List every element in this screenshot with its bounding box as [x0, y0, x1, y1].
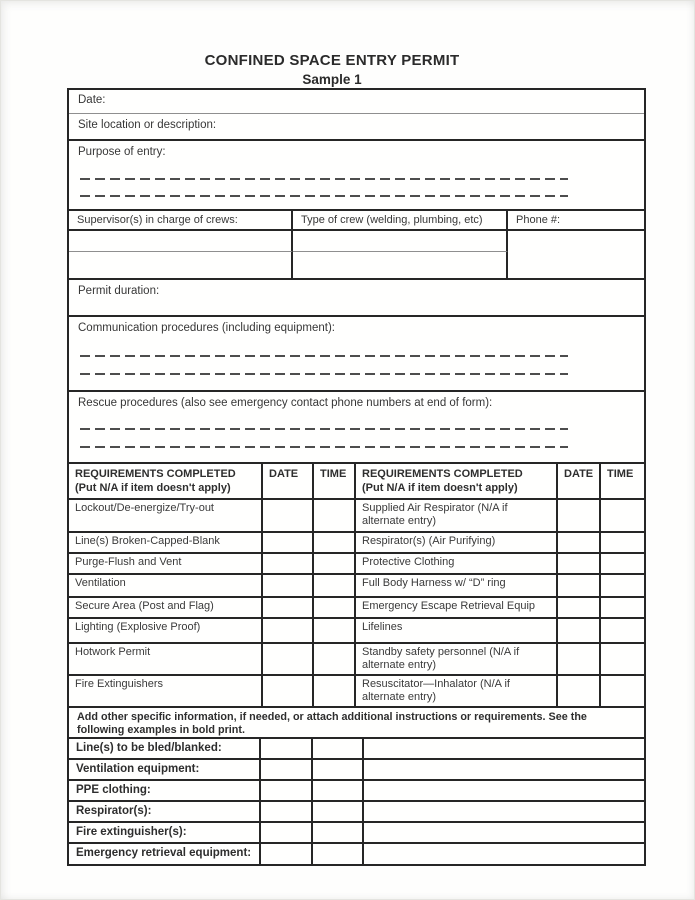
requirements-header-cell	[69, 464, 262, 499]
requirement-row	[69, 597, 644, 618]
time-entry-cell	[600, 499, 644, 532]
extras-row	[69, 822, 644, 843]
extras-row	[69, 801, 644, 822]
extras-entry-cell	[312, 801, 363, 822]
date-entry-cell	[557, 643, 600, 675]
extras-entry-cell	[260, 822, 312, 843]
requirement-row	[69, 574, 644, 597]
time-entry-cell	[600, 675, 644, 707]
page-title: CONFINED SPACE ENTRY PERMIT	[204, 52, 460, 69]
extras-entry-cell	[260, 759, 312, 780]
requirement-label: Full Body Harness w/ “D” ring	[355, 574, 557, 597]
date-entry-cell	[262, 553, 313, 574]
requirement-label: Standby safety personnel (N/A if alternate entry)	[355, 643, 557, 675]
time-entry-cell	[313, 597, 355, 618]
extras-entry-cell	[312, 822, 363, 843]
time-entry-cell	[600, 553, 644, 574]
date-entry-cell	[557, 618, 600, 643]
requirement-label: Purge-Flush and Vent	[69, 553, 262, 574]
date-entry-cell	[557, 553, 600, 574]
extras-entry-cell	[363, 738, 644, 759]
requirement-row	[69, 499, 644, 532]
requirement-label: Secure Area (Post and Flag)	[69, 597, 262, 618]
extras-row	[69, 780, 644, 801]
requirements-header-row	[69, 464, 644, 499]
date-header-cell: DATE	[262, 464, 313, 499]
requirement-label: Protective Clothing	[355, 553, 557, 574]
time-entry-cell	[600, 574, 644, 597]
site-location-row	[69, 114, 644, 141]
requirement-label: Fire Extinguishers	[69, 675, 262, 707]
date-entry-cell	[557, 532, 600, 553]
fill-in-line	[80, 195, 568, 197]
page-subtitle: Sample 1	[302, 72, 362, 87]
rescue-label: Rescue procedures (also see emergency contact phone numbers at end of form):	[78, 397, 493, 409]
fill-in-line	[80, 178, 568, 180]
extras-entry-cell	[312, 759, 363, 780]
extras-entry-cell	[363, 780, 644, 801]
extras-label: Ventilation equipment:	[69, 759, 260, 780]
date-entry-cell	[262, 499, 313, 532]
requirement-label: Lockout/De-energize/Try-out	[69, 499, 262, 532]
title-block	[0, 52, 664, 87]
extras-entry-cell	[260, 843, 312, 864]
date-entry-cell	[557, 499, 600, 532]
communication-label: Communication procedures (including equipment):	[78, 322, 335, 334]
requirement-row	[69, 553, 644, 574]
time-entry-cell	[313, 675, 355, 707]
time-header-cell: TIME	[600, 464, 644, 499]
permit-duration-row	[69, 280, 644, 317]
time-entry-cell	[600, 597, 644, 618]
extras-label: PPE clothing:	[69, 780, 260, 801]
requirement-label: Respirator(s) (Air Purifying)	[355, 532, 557, 553]
extras-label: Emergency retrieval equipment:	[69, 843, 260, 864]
extras-entry-cell	[312, 780, 363, 801]
requirement-label: Emergency Escape Retrieval Equip	[355, 597, 557, 618]
permit-duration-label: Permit duration:	[78, 285, 160, 297]
supervisor-entry-cell	[69, 252, 293, 278]
supervisor-entry-cell	[69, 231, 293, 252]
crew-type-entry-cell	[293, 231, 508, 252]
extras-entry-cell	[363, 843, 644, 864]
extras-entry-cell	[260, 801, 312, 822]
requirements-header-cell	[355, 464, 557, 499]
extras-entry-cell	[312, 843, 363, 864]
date-label: Date:	[78, 94, 106, 106]
requirement-label: Ventilation	[69, 574, 262, 597]
extras-label: Line(s) to be bled/blanked:	[69, 738, 260, 759]
requirement-label: Supplied Air Respirator (N/A if alternate entry)	[355, 499, 557, 532]
time-header-cell: TIME	[313, 464, 355, 499]
requirement-label: Line(s) Broken-Capped-Blank	[69, 532, 262, 553]
phone-entry-cell	[508, 231, 644, 278]
supervisor-header-cell: Supervisor(s) in charge of crews:	[69, 211, 293, 231]
requirement-label: Lifelines	[355, 618, 557, 643]
extras-entry-cell	[260, 780, 312, 801]
requirements-header-title: REQUIREMENTS COMPLETED	[75, 468, 236, 480]
extras-entry-cell	[260, 738, 312, 759]
extras-label: Respirator(s):	[69, 801, 260, 822]
requirements-header-note: (Put N/A if item doesn't apply)	[75, 482, 231, 494]
date-entry-cell	[557, 675, 600, 707]
requirement-row	[69, 618, 644, 643]
date-entry-cell	[262, 532, 313, 553]
purpose-of-entry-row	[69, 141, 644, 211]
time-entry-cell	[600, 532, 644, 553]
extras-row	[69, 759, 644, 780]
time-entry-cell	[600, 618, 644, 643]
date-entry-cell	[262, 574, 313, 597]
date-entry-cell	[262, 597, 313, 618]
date-header-cell: DATE	[557, 464, 600, 499]
time-entry-cell	[313, 553, 355, 574]
requirement-row	[69, 675, 644, 707]
requirement-label: Resuscitator—Inhalator (N/A if alternate entry)	[355, 675, 557, 707]
extras-row	[69, 738, 644, 759]
time-entry-cell	[313, 574, 355, 597]
phone-header-cell: Phone #:	[508, 211, 644, 231]
requirement-row	[69, 532, 644, 553]
fill-in-line	[80, 373, 568, 375]
date-entry-cell	[557, 597, 600, 618]
time-entry-cell	[313, 499, 355, 532]
requirement-label: Hotwork Permit	[69, 643, 262, 675]
extras-row	[69, 843, 644, 864]
crew-type-entry-cell	[293, 252, 508, 278]
communication-procedures-row	[69, 317, 644, 392]
fill-in-line	[80, 428, 568, 430]
requirements-header-note: (Put N/A if item doesn't apply)	[362, 482, 518, 494]
requirement-row	[69, 643, 644, 675]
date-entry-cell	[262, 618, 313, 643]
extras-entry-cell	[312, 738, 363, 759]
extras-entry-cell	[363, 822, 644, 843]
date-entry-cell	[557, 574, 600, 597]
extras-entry-cell	[363, 801, 644, 822]
requirements-header-title: REQUIREMENTS COMPLETED	[362, 468, 523, 480]
extras-entry-cell	[363, 759, 644, 780]
time-entry-cell	[313, 643, 355, 675]
requirement-label: Lighting (Explosive Proof)	[69, 618, 262, 643]
crew-table	[69, 211, 644, 280]
time-entry-cell	[313, 532, 355, 553]
fill-in-line	[80, 355, 568, 357]
crew-type-header-cell: Type of crew (welding, plumbing, etc)	[293, 211, 508, 231]
extras-table	[69, 737, 644, 864]
additional-info-note: Add other specific information, if needed, or attach additional instructions or requirements. See the following examples in bold print.	[77, 711, 587, 736]
requirements-table	[69, 464, 644, 708]
site-location-label: Site location or description:	[78, 119, 217, 131]
extras-label: Fire extinguisher(s):	[69, 822, 260, 843]
fill-in-line	[80, 446, 568, 448]
date-row	[69, 90, 644, 114]
time-entry-cell	[313, 618, 355, 643]
permit-form	[67, 88, 646, 866]
purpose-label: Purpose of entry:	[78, 146, 166, 158]
date-entry-cell	[262, 675, 313, 707]
date-entry-cell	[262, 643, 313, 675]
rescue-procedures-row	[69, 392, 644, 464]
time-entry-cell	[600, 643, 644, 675]
